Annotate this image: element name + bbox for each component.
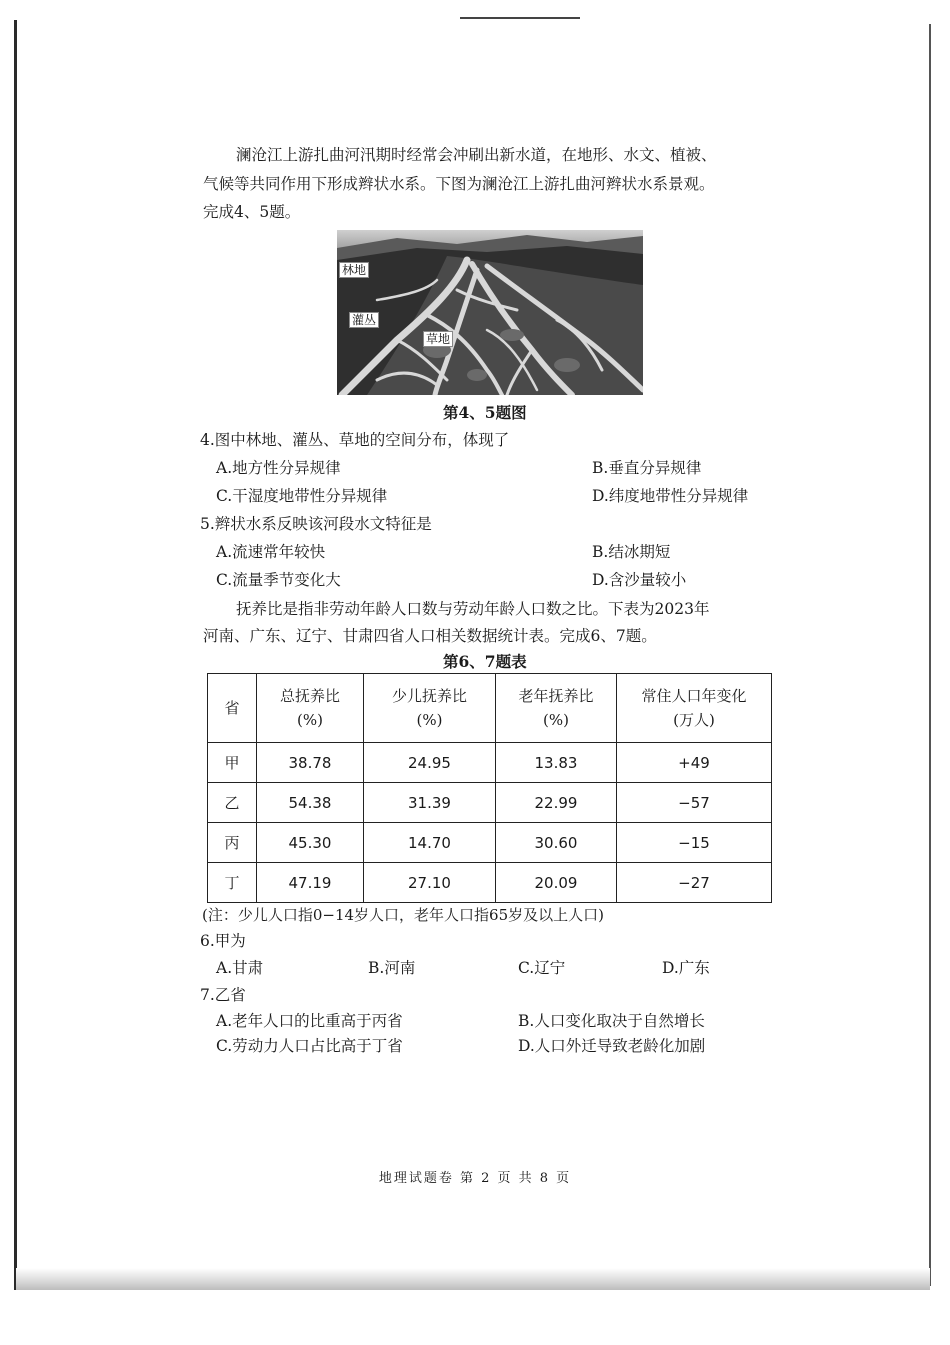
table-cell: 14.70 [364,823,496,863]
q4-option-b: B.垂直分异规律 [592,459,702,477]
braided-river-illustration [337,230,643,395]
table-cell: 30.60 [496,823,617,863]
table-cell: 甲 [208,743,257,783]
q7-stem: 7.乙省 [200,986,246,1004]
table-row [208,863,772,903]
table-caption: 第6、7题表 [443,652,527,671]
q5-stem: 5.辫状水系反映该河段水文特征是 [200,515,432,533]
table-row [208,783,772,823]
table-header-row [208,674,772,743]
table-cell: 22.99 [496,783,617,823]
table-cell: 丙 [208,823,257,863]
header-total-label: 总抚养比 [279,687,340,705]
table-cell: 31.39 [364,783,496,823]
header-elderly-unit: (%) [543,711,569,729]
q4-option-a: A.地方性分异规律 [216,459,341,477]
q6-option-d: D.广东 [662,959,710,977]
table-header-province [208,674,257,743]
scan-bottom-shadow [16,1268,930,1290]
q7-option-a: A.老年人口的比重高于丙省 [216,1012,403,1030]
q5-option-b: B.结冰期短 [592,543,671,561]
q6-option-a: A.甘肃 [216,959,264,977]
q6-option-c: C.辽宁 [518,959,566,977]
table-cell: 24.95 [364,743,496,783]
q7-option-c: C.劳动力人口占比高于丁省 [216,1037,403,1055]
scan-left-edge [14,20,17,1290]
table-cell: 47.19 [257,863,364,903]
header-child-label: 少儿抚养比 [391,687,467,705]
scan-right-edge [929,24,931,1286]
q6-option-b: B.河南 [368,959,416,977]
table-cell: 20.09 [496,863,617,903]
table-cell: 38.78 [257,743,364,783]
q5-option-c: C.流量季节变化大 [216,571,341,589]
header-elderly-label: 老年抚养比 [518,687,594,705]
q7-option-b: B.人口变化取决于自然增长 [518,1012,705,1030]
table-cell: +49 [617,743,772,783]
header-change-label: 常住人口年变化 [641,687,747,705]
braided-river-photo [337,230,643,395]
q6-stem: 6.甲为 [200,932,246,950]
table-cell: 13.83 [496,743,617,783]
table-header-elderly [496,674,617,743]
passage1-line1: 澜沧江上游扎曲河汛期时经常会冲刷出新水道，在地形、水文、植被、 [236,146,717,164]
q5-option-a: A.流速常年较快 [216,543,326,561]
population-table [207,673,772,903]
table-cell: −57 [617,783,772,823]
q4-option-d: D.纬度地带性分异规律 [592,487,749,505]
table-cell: 27.10 [364,863,496,903]
table-cell: −15 [617,823,772,863]
header-child-unit: (%) [416,711,443,729]
table-header-child [364,674,496,743]
table-cell: 45.30 [257,823,364,863]
figure-caption: 第4、5题图 [443,403,527,422]
table-header-change [617,674,772,743]
table-cell: 乙 [208,783,257,823]
photo-label-shrub: 灌丛 [349,312,379,328]
table-header-total [257,674,364,743]
table-cell: −27 [617,863,772,903]
passage2-line2: 河南、广东、辽宁、甘肃四省人口相关数据统计表。完成6、7题。 [203,627,657,645]
table-note: (注：少儿人口指0−14岁人口，老年人口指65岁及以上人口) [202,906,604,924]
header-province-label: 省 [224,699,240,717]
scan-top-mark [460,17,580,19]
q5-option-d: D.含沙量较小 [592,571,687,589]
photo-label-forest: 林地 [339,262,369,278]
table-cell: 丁 [208,863,257,903]
q7-option-d: D.人口外迁导致老龄化加剧 [518,1037,706,1055]
table-cell: 54.38 [257,783,364,823]
header-change-unit: (万人) [673,711,715,729]
photo-label-grassland: 草地 [423,331,453,347]
header-total-unit: (%) [297,711,323,729]
table-row [208,743,772,783]
passage2-line1: 抚养比是指非劳动年龄人口数与劳动年龄人口数之比。下表为2023年 [236,600,710,618]
table-row [208,823,772,863]
q4-stem: 4.图中林地、灌丛、草地的空间分布，体现了 [200,431,510,449]
q4-option-c: C.干湿度地带性分异规律 [216,487,388,505]
passage1-line2: 气候等共同作用下形成辫状水系。下图为澜沧江上游扎曲河辫状水系景观。 [203,175,715,193]
passage1-line3: 完成4、5题。 [203,203,301,221]
page-footer: 地理试题卷 第 2 页 共 8 页 [378,1171,572,1186]
